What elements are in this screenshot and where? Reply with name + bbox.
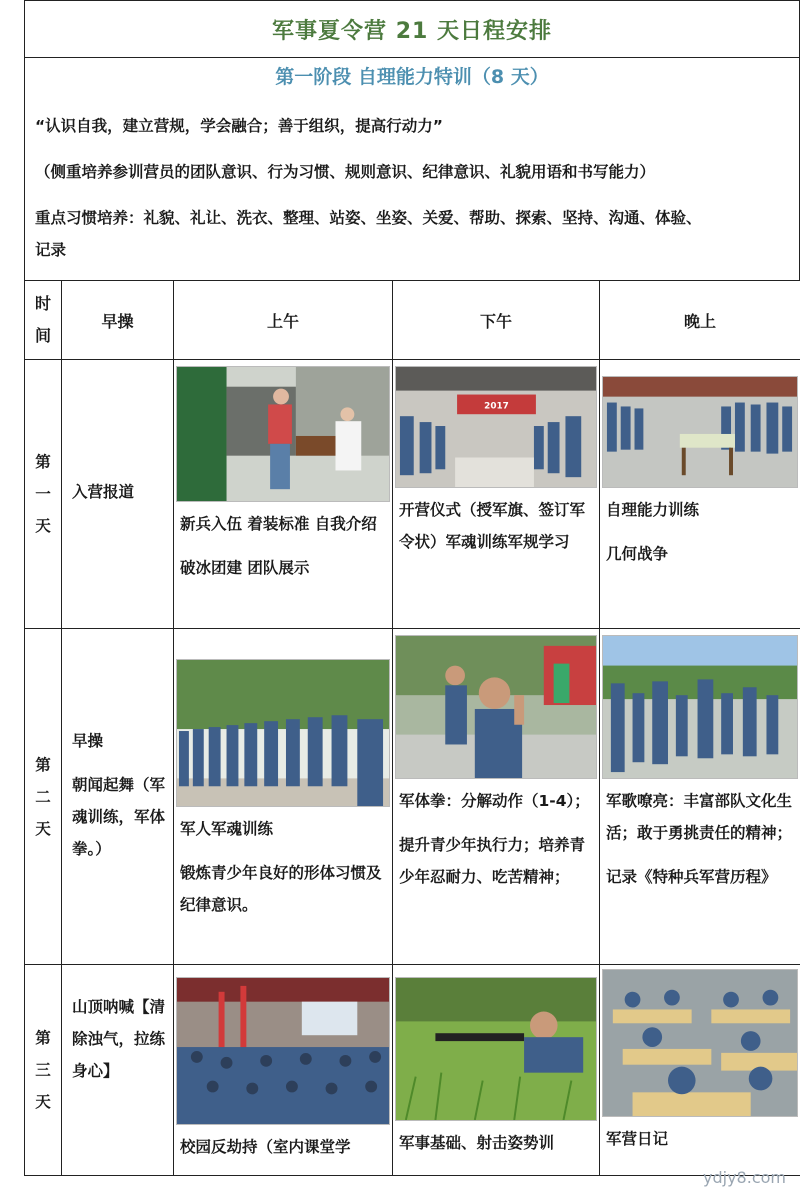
caption-text: 锻炼青少年良好的形体习惯及纪律意识。 xyxy=(180,864,382,914)
morning-caption xyxy=(174,1125,392,1163)
evening-cell xyxy=(600,360,800,629)
phase-heading: 第一阶段 自理能力特训（8 天） xyxy=(275,66,549,88)
caption-text: 军营日记 xyxy=(606,1130,669,1148)
early-cell xyxy=(62,965,174,1176)
early-text: 入营报道 xyxy=(72,483,135,501)
day-char: 三 xyxy=(35,1061,51,1079)
morning-caption xyxy=(174,807,392,921)
header-early: 早操 xyxy=(62,281,174,360)
day-char: 第 xyxy=(35,453,51,471)
banner-text: 2017 xyxy=(484,401,509,412)
table-row xyxy=(25,360,800,629)
header-afternoon: 下午 xyxy=(393,281,600,360)
phase-motto: “认识自我，建立营规，学会融合；善于组织，提高行动力” xyxy=(35,117,443,135)
early-cell xyxy=(62,360,174,629)
habits-line-2: 记录 xyxy=(35,241,67,259)
day-char: 天 xyxy=(35,517,51,535)
early-text: 朝闻起舞（军魂训练，军体拳。） xyxy=(72,775,166,858)
caption-text: 几何战争 xyxy=(606,545,669,563)
evening-caption xyxy=(600,488,800,570)
caption-text: 新兵入伍 着装标准 自我介绍 xyxy=(180,515,377,533)
header-time xyxy=(25,281,62,360)
caption-text: 军人军魂训练 xyxy=(180,820,274,838)
table-row xyxy=(25,629,800,965)
evening-cell xyxy=(600,629,800,965)
shooting-photo xyxy=(395,977,597,1121)
phase-intro xyxy=(24,57,800,281)
header-morning: 上午 xyxy=(174,281,393,360)
day-label xyxy=(25,360,62,629)
habits-line-1: 重点习惯培养：礼貌、礼让、洗衣、整理、站姿、坐姿、关爱、帮助、探索、坚持、沟通、体验、 xyxy=(35,209,702,227)
ceremony-photo xyxy=(395,366,597,488)
early-text: 山顶呐喊【清除浊气，拉练身心】 xyxy=(72,998,166,1080)
registration-photo xyxy=(176,366,390,502)
afternoon-cell xyxy=(393,629,600,965)
schedule-table xyxy=(24,280,800,1176)
day-char: 第 xyxy=(35,755,51,774)
evening-caption xyxy=(600,1117,800,1155)
header-time-1: 时 xyxy=(34,294,51,313)
caption-text: 军歌嘹亮：丰富部队文化生活；敢于勇挑责任的精神； xyxy=(606,792,793,842)
early-cell xyxy=(62,629,174,965)
table-header-row xyxy=(25,281,800,360)
training-photo xyxy=(602,376,798,488)
header-time-2: 间 xyxy=(34,326,51,345)
song-photo xyxy=(602,635,798,779)
header-evening: 晚上 xyxy=(600,281,800,360)
evening-cell xyxy=(600,965,800,1176)
day-char: 天 xyxy=(35,819,51,838)
day-label xyxy=(25,965,62,1176)
early-text: 早操 xyxy=(72,731,104,750)
caption-text: 军体拳：分解动作（1-4）； xyxy=(399,792,590,810)
morning-cell xyxy=(174,360,393,629)
caption-text: 自理能力训练 xyxy=(606,501,700,519)
afternoon-cell xyxy=(393,360,600,629)
classroom-photo xyxy=(176,977,390,1125)
caption-text: 校园反劫持（室内课堂学 xyxy=(180,1138,351,1156)
morning-caption xyxy=(174,502,392,584)
caption-text: 破冰团建 团队展示 xyxy=(180,559,310,577)
afternoon-caption xyxy=(393,488,599,558)
day-char: 一 xyxy=(35,485,51,503)
schedule-sheet xyxy=(24,0,800,1168)
day-char: 二 xyxy=(35,787,51,806)
diary-photo xyxy=(602,969,798,1117)
drill-photo xyxy=(176,659,390,807)
afternoon-caption xyxy=(393,1121,599,1159)
caption-text: 提升青少年执行力；培养青少年忍耐力、吃苦精神； xyxy=(399,836,586,886)
morning-cell xyxy=(174,629,393,965)
caption-text: 军事基础、射击姿势训 xyxy=(399,1134,555,1152)
day-label xyxy=(25,629,62,965)
evening-caption xyxy=(600,779,800,893)
boxing-photo xyxy=(395,635,597,779)
day-char: 天 xyxy=(35,1093,51,1111)
afternoon-cell xyxy=(393,965,600,1176)
table-row xyxy=(25,965,800,1176)
caption-text: 记录《特种兵军营历程》 xyxy=(606,868,777,886)
phase-focus: （侧重培养参训营员的团队意识、行为习惯、规则意识、纪律意识、礼貌用语和书写能力） xyxy=(35,163,656,181)
caption-text: 开营仪式（授军旗、签订军令状）军魂训练军规学习 xyxy=(399,501,586,551)
day-char: 第 xyxy=(35,1029,51,1047)
morning-cell xyxy=(174,965,393,1176)
watermark: ydjy8.com xyxy=(703,1168,786,1187)
afternoon-caption xyxy=(393,779,599,893)
page-title: 军事夏令营 21 天日程安排 xyxy=(24,0,800,58)
